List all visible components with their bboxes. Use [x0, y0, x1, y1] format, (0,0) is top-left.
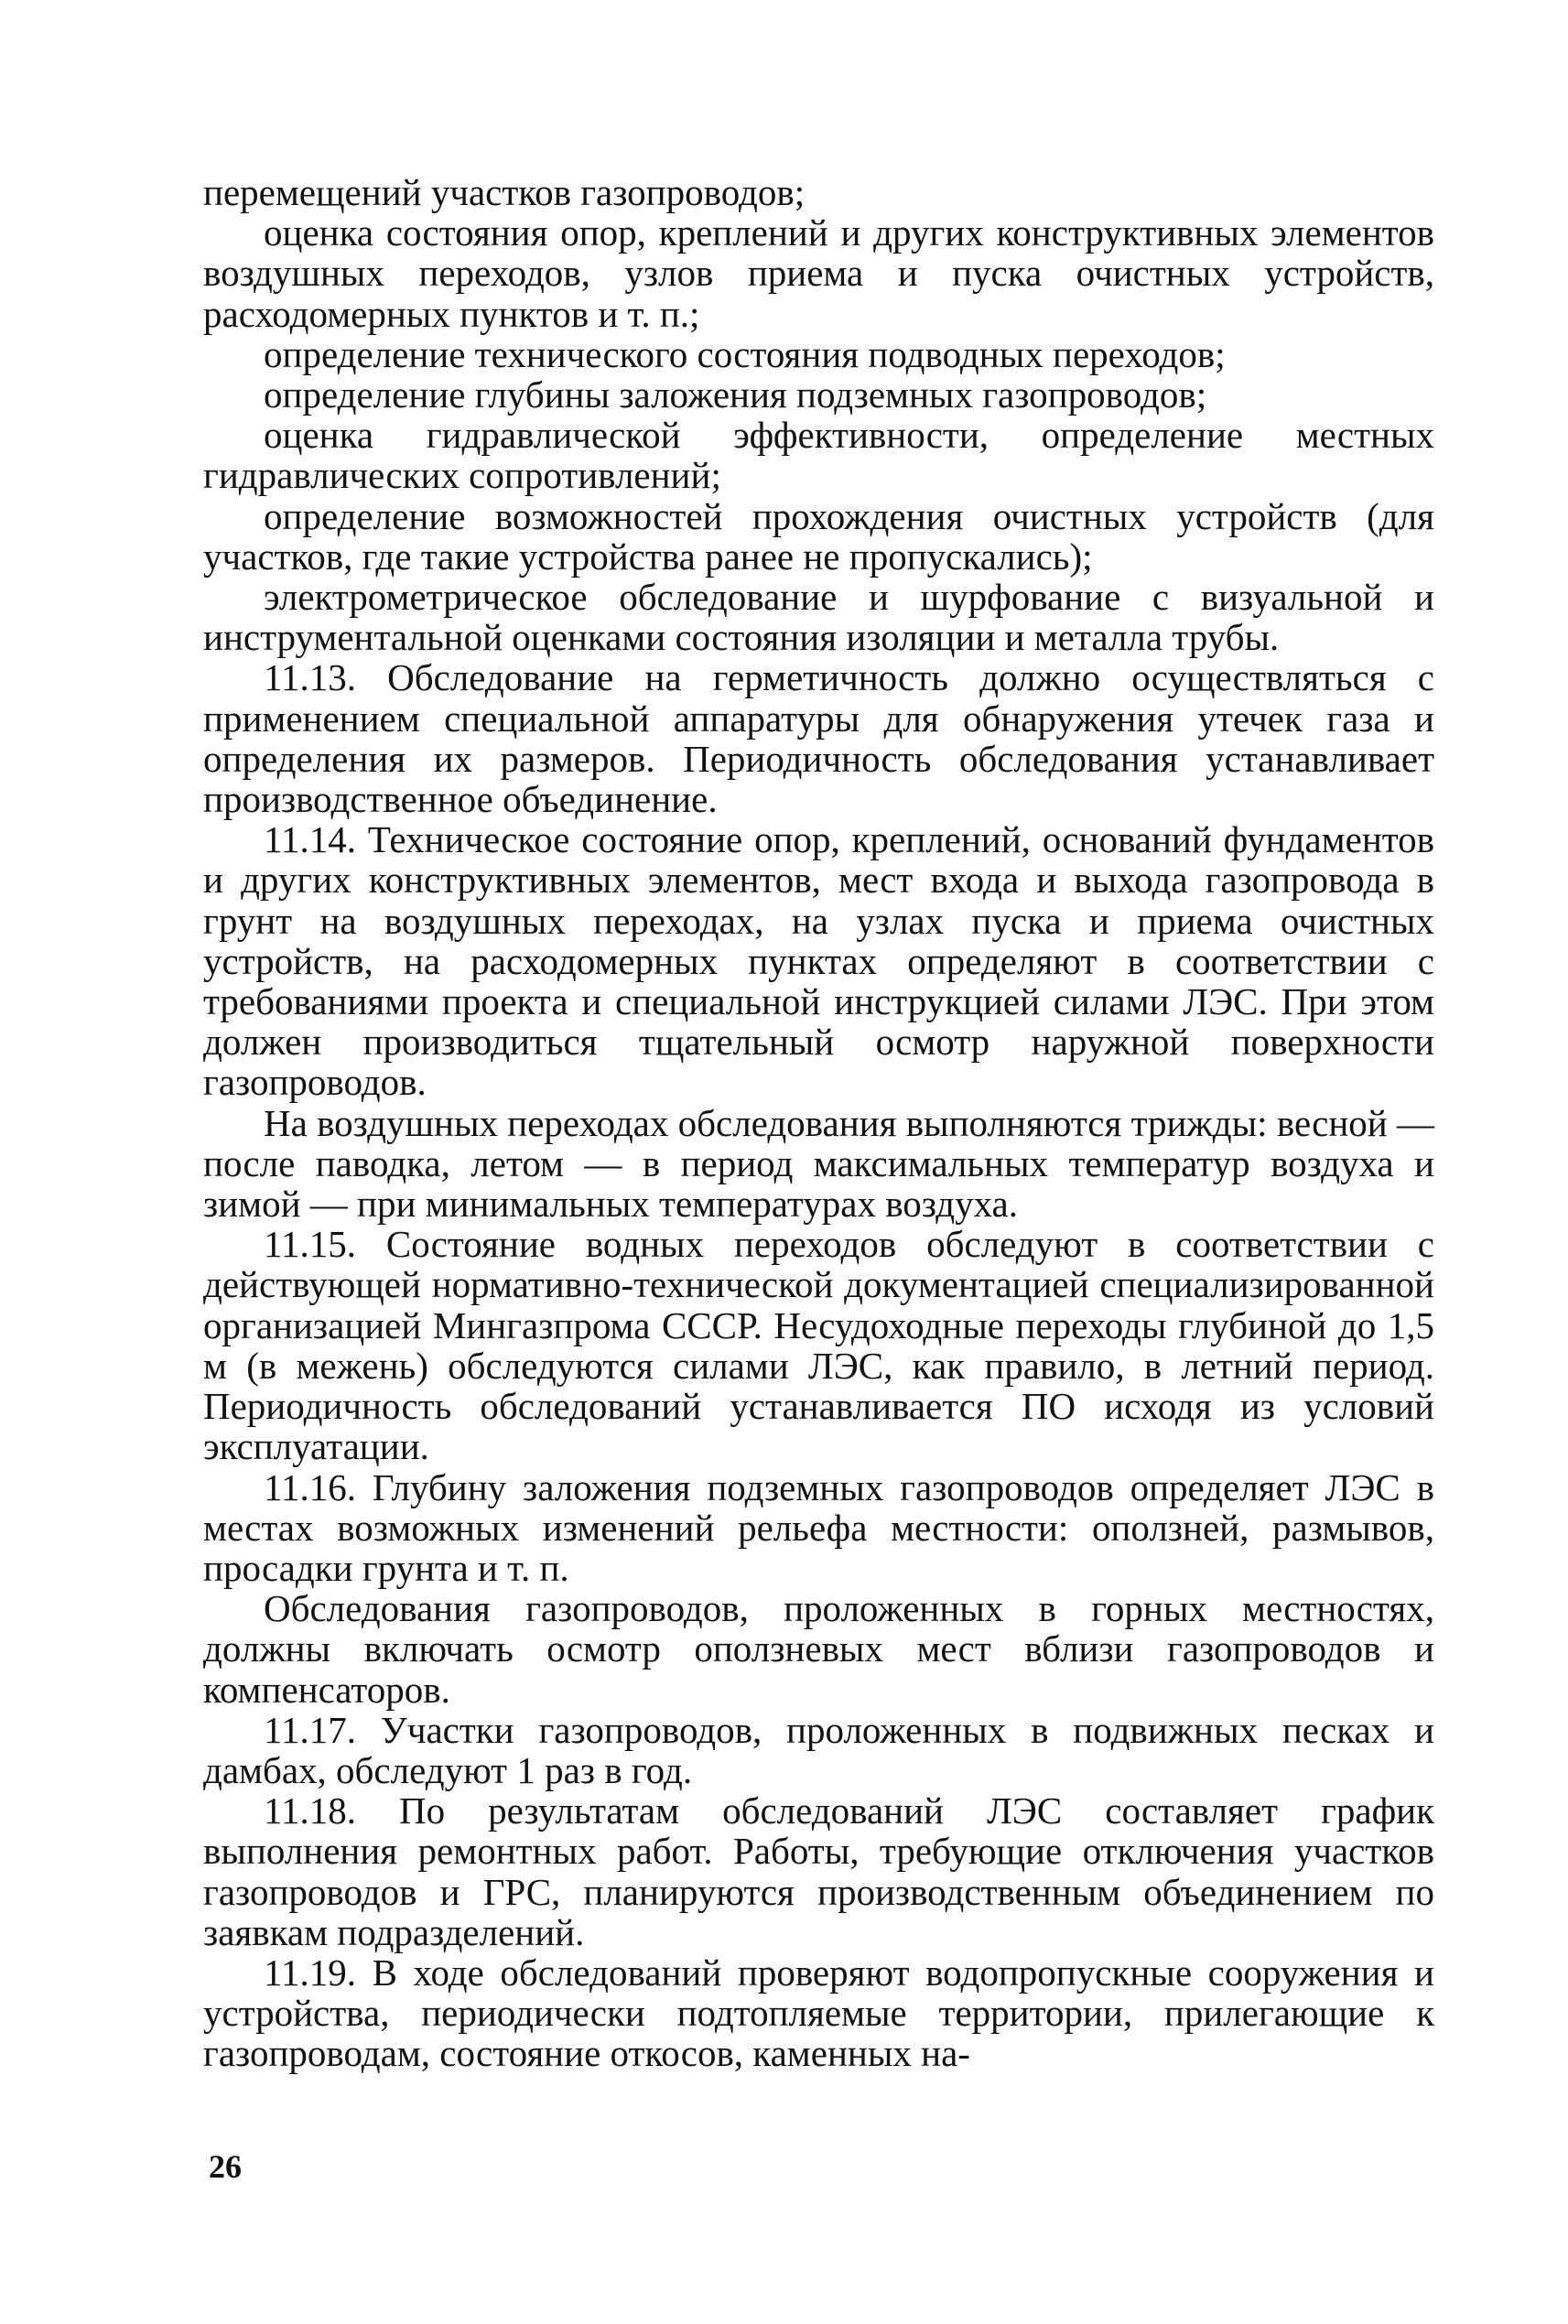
paragraph: электрометрическое обследование и шурфование с визуальной и инструментальной оценками состояния изоляции и металла трубы. [203, 576, 1434, 659]
paragraph: оценка гидравлической эффективности, определение местных гидравлических сопротивлений; [203, 414, 1434, 497]
page-body [203, 172, 1434, 2074]
section-11-18: 11.18. По результатам обследований ЛЭС составляет график выполнения ремонтных работ. Работы, требующие отключения участков газопроводов и ГРС, планируются производственным объединением по заявкам подразделений. [203, 1789, 1434, 1953]
paragraph: Обследования газопроводов, проложенных в горных местностях, должны включать осмотр оползневых мест вблизи газопроводов и компенсаторов. [203, 1587, 1434, 1711]
paragraph: На воздушных переходах обследования выполняются трижды: весной — после паводка, летом — в период максимальных температур воздуха и зимой — при минимальных температурах воздуха. [203, 1101, 1434, 1226]
paragraph: определение глубины заложения подземных газопроводов; [264, 373, 1207, 416]
section-11-14: 11.14. Техническое состояние опор, креплений, оснований фундаментов и других конструктивных элементов, мест входа и выхода газопровода в грунт на воздушных переходах, на узлах пуска и приема очистных устройств, на расходомерных пунктах определяют в соответствии с требованиями проекта и специальной инструкцией силами ЛЭС. При этом должен производиться тщательный осмотр наружной поверхности газопроводов. [203, 818, 1434, 1104]
section-11-16: 11.16. Глубину заложения подземных газопроводов определяет ЛЭС в местах возможных изменений рельефа местности: оползней, размывов, просадки грунта и т. п. [203, 1465, 1434, 1589]
page-number: 26 [209, 2148, 242, 2185]
section-11-13: 11.13. Обследование на герметичность должно осуществляться с применением специальной аппаратуры для обнаружения утечек газа и определения их размеров. Периодичность обследования устанавливает производственное объединение. [203, 656, 1434, 821]
section-11-15: 11.15. Состояние водных переходов обследуют в соответствии с действующей нормативно-технической документацией специализированной организацией Мингазпрома СССР. Несудоходные переходы глубиной до 1,5 м (в межень) обследуются силами ЛЭС, как правило, в летний период. Периодичность обследований устанавливается ПО исходя из условий эксплуатации. [203, 1223, 1434, 1468]
paragraph: перемещений участков газопроводов; [203, 171, 806, 213]
section-11-17: 11.17. Участки газопроводов, проложенных в подвижных песках и дамбах, обследуют 1 раз в год. [203, 1708, 1434, 1791]
paragraph: оценка состояния опор, креплений и других конструктивных элементов воздушных переходов, узлов приема и пуска очистных устройств, расходомерных пунктов и т. п.; [203, 211, 1434, 335]
paragraph: определение возможностей прохождения очистных устройств (для участков, где такие устройства ранее не пропускались); [203, 494, 1434, 578]
paragraph: определение технического состояния подводных переходов; [264, 332, 1226, 375]
section-11-19: 11.19. В ходе обследований проверяют водопропускные сооружения и устройства, периодически подтопляемые территории, прилегающие к газопроводам, состояние откосов, каменных на- [203, 1951, 1434, 2075]
